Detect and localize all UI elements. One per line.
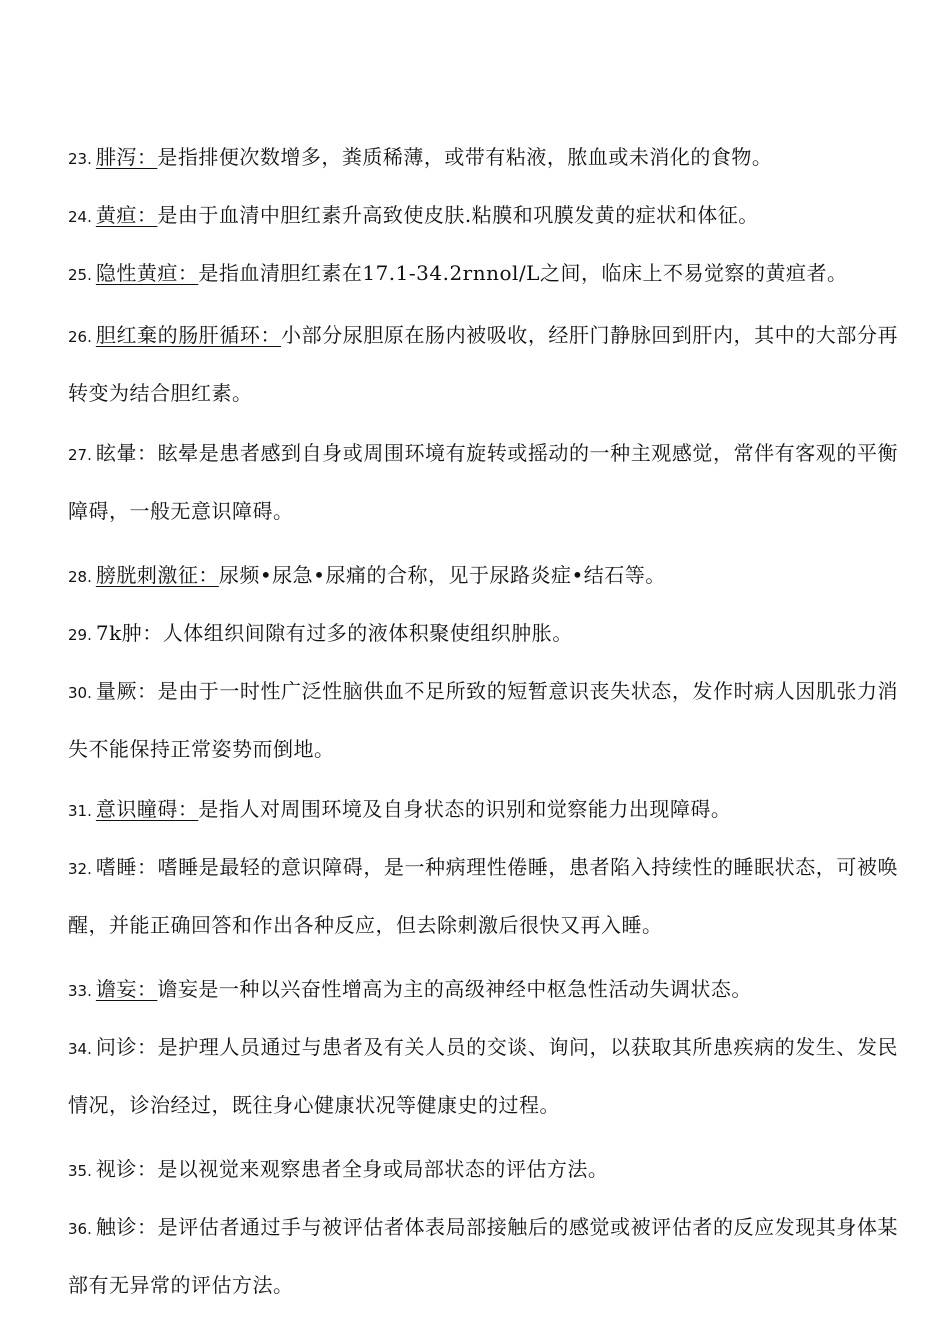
entry-number: 32. — [68, 860, 92, 878]
entry-term: 眩暈： — [95, 441, 158, 465]
entry-number: 24. — [68, 208, 92, 226]
entry-34 — [68, 1019, 898, 1133]
entry-term: 腓泻： — [95, 145, 158, 169]
entry-term: 触诊： — [95, 1215, 158, 1239]
entry-number: 29. — [68, 626, 92, 644]
entry-23 — [68, 129, 898, 187]
entry-28 — [68, 547, 898, 605]
entry-number: 34. — [68, 1040, 92, 1058]
entry-definition: 是护理人员通过与患者及有关人员的交谈、询问，以获取其所患疾病的发生、发民情况，诊治经过，既往身心健康状况等健康史的过程。 — [68, 1035, 899, 1117]
entry-number: 35. — [68, 1162, 92, 1180]
entry-definition: 小部分尿胆原在肠内被吸收，经肝门静脉回到肝内，其中的大部分再转变为结合胆红素。 — [68, 323, 899, 405]
entry-number: 30. — [68, 684, 92, 702]
entry-33 — [68, 961, 898, 1019]
entry-27 — [68, 425, 898, 539]
entry-term: 谵妄： — [95, 977, 158, 1001]
entry-number: 26. — [68, 328, 92, 346]
entry-25 — [68, 245, 898, 303]
entry-definition: 眩晕是患者感到自身或周围环境有旋转或摇动的一种主观感觉，常伴有客观的平衡障碍，一般无意识障碍。 — [68, 441, 899, 523]
entry-36 — [68, 1199, 898, 1313]
entry-32 — [68, 839, 898, 953]
entry-26 — [68, 307, 898, 421]
entry-definition: 是指血清胆红素在17.1-34.2rnnol/L之间，临床上不易觉察的黄疸者。 — [198, 261, 848, 285]
entry-number: 23. — [68, 150, 92, 168]
entry-24 — [68, 187, 898, 245]
entry-31 — [68, 781, 898, 839]
entry-term: 7k肿： — [95, 621, 163, 645]
entry-definition: 是指排便次数增多，粪质稀薄，或带有粘液，脓血或未消化的食物。 — [157, 145, 773, 169]
entry-definition: 是以视觉来观察患者全身或局部状态的评估方法。 — [157, 1157, 609, 1181]
entry-term: 胆红棄的肠肝循环： — [95, 323, 282, 347]
entry-term: 问诊： — [95, 1035, 158, 1059]
entry-number: 33. — [68, 982, 92, 1000]
entry-term: 隐性黄疸： — [95, 261, 199, 285]
entry-definition: 是由于血清中胆红素升高致使皮肤.粘膜和巩膜发黄的症状和体征。 — [157, 203, 759, 227]
entry-term: 嗜睡： — [95, 855, 158, 879]
entry-number: 36. — [68, 1220, 92, 1238]
document-page — [68, 129, 898, 1313]
entry-definition: 谵妄是一种以兴奋性增高为主的高级神经中枢急性活动失调状态。 — [157, 977, 752, 1001]
entry-29 — [68, 605, 898, 663]
entry-term: 量厥： — [95, 679, 158, 703]
entry-number: 25. — [68, 266, 92, 284]
entry-number: 31. — [68, 802, 92, 820]
entry-30 — [68, 663, 898, 777]
entry-definition: 人体组织间隙有过多的液体积聚使组织肿胀。 — [162, 621, 573, 645]
entry-term: 膀胱刺激征： — [95, 563, 219, 587]
entry-term: 黄疸： — [95, 203, 158, 227]
entry-definition: 是评估者通过手与被评估者体表局部接触后的感觉或被评估者的反应发现其身体某部有无异常的评估方法。 — [68, 1215, 899, 1297]
entry-definition: 是由于一时性广泛性脑供血不足所致的短暂意识丧失状态，发作时病人因肌张力消失不能保持正常姿势而倒地。 — [68, 679, 899, 761]
entry-definition: 尿频•尿急•尿痛的合称，见于尿路炎症•结石等。 — [218, 563, 666, 587]
entry-number: 28. — [68, 568, 92, 586]
entry-definition: 嗜睡是最轻的意识障碍，是一种病理性倦睡，患者陷入持续性的睡眠状态，可被唤醒，并能正确回答和作出各种反应，但去除刺激后很快又再入睡。 — [68, 855, 899, 937]
entry-term: 视诊： — [95, 1157, 158, 1181]
entry-term: 意识瞳碍： — [95, 797, 199, 821]
entry-number: 27. — [68, 446, 92, 464]
entry-35 — [68, 1141, 898, 1199]
entry-definition: 是指人对周围环境及自身状态的识别和觉察能力出现障碍。 — [198, 797, 732, 821]
